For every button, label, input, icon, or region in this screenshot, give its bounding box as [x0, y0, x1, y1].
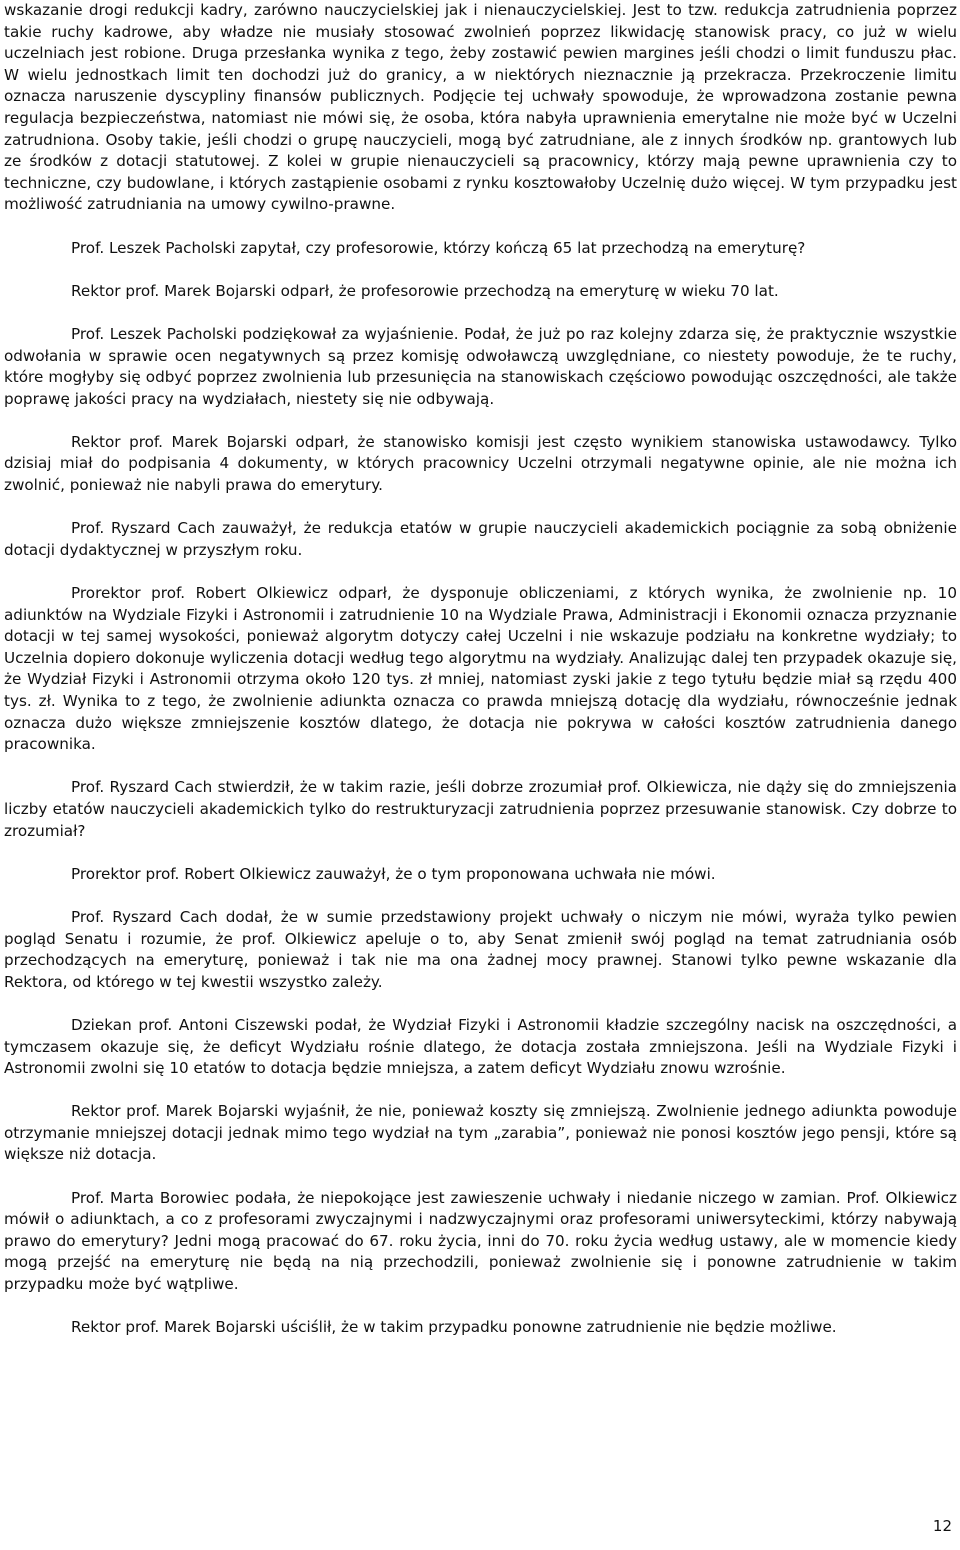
paragraph: Prof. Ryszard Cach dodał, że w sumie przedstawiony projekt uchwały o niczym nie mówi, wyraża tylko pewien pogląd Senatu i rozumie, że prof. Olkiewicz apeluje o to, aby Senat zmienił swój pogląd na temat zatrudniania osób przechodzących na emeryturę, ponieważ i tak nie ma ona żadnej mocy prawnej. Stanowi tylko pewne wskazanie dla Rektora, od którego w tej kwestii wszystko zależy. — [4, 907, 957, 991]
paragraph: Rektor prof. Marek Bojarski odparł, że stanowisko komisji jest często wynikiem stanowiska ustawodawcy. Tylko dzisiaj miał do podpisania 4 dokumenty, w których pracownicy Uczelni otrzymali negatywne opinie, ale nie można ich zwolnić, ponieważ nie nabyli prawa do emerytury. — [4, 432, 957, 495]
paragraph: Prof. Leszek Pacholski zapytał, czy profesorowie, którzy kończą 65 lat przechodzą na emeryturę? — [71, 238, 806, 257]
paragraph: Prof. Leszek Pacholski podziękował za wyjaśnienie. Podał, że już po raz kolejny zdarza się, że praktycznie wszystkie odwołania w sprawie ocen negatywnych są przez komisję odwoławczą uwzględniane, co niestety powoduje, że te ruchy, które mogłyby się odbyć poprzez zwolnienia lub przesunięcia na stanowiskach częściowo powodując oszczędności, ale także poprawę jakości pracy na wydziałach, niestety się nie odbywają. — [4, 324, 957, 408]
paragraph: Rektor prof. Marek Bojarski odparł, że profesorowie przechodzą na emeryturę w wieku 70 lat. — [71, 281, 779, 300]
paragraph: Prorektor prof. Robert Olkiewicz zauważył, że o tym proponowana uchwała nie mówi. — [71, 864, 716, 883]
paragraph: Rektor prof. Marek Bojarski wyjaśnił, że nie, ponieważ koszty się zmniejszą. Zwolnienie jednego adiunkta powoduje otrzymanie mniejszej dotacji jednak mimo tego wydział na tym „zarabia”, ponieważ nie ponosi kosztów jego pensji, które są większe niż dotacja. — [4, 1102, 957, 1164]
paragraph: Prof. Ryszard Cach stwierdził, że w takim razie, jeśli dobrze zrozumiał prof. Olkiewicza, nie dąży się do zmniejszenia liczby etatów nauczycieli akademickich tylko do restrukturyzacji zatrudnienia poprzez przesuwanie stanowisk. Czy dobrze to zrozumiał? — [4, 778, 957, 840]
page-number: 12 — [932, 1517, 952, 1535]
paragraph: wskazanie drogi redukcji kadry, zarówno nauczycielskiej jak i nienauczycielskiej. Jest to tzw. redukcja zatrudnienia poprzez takie ruchy kadrowe, aby władze nie musiały stosować zwolnień poprzez likwidację stanowisk pracy, co już w wielu uczelniach jest robione. Druga przesłanka wynika z tego, żeby zostawić pewien margines jeśli chodzi o limit funduszu płac. W wielu jednostkach limit ten dochodzi już do granicy, a w niektórych nieznacznie ją przekracza. Przekroczenie limitu oznacza naruszenie dyscypliny finansów publicznych. Podjęcie tej uchwały spowoduje, że wprowadzona zostanie pewna regulacja bezpieczeństwa, natomiast nie mówi się, że osoba, która nabyła uprawnienia emerytalne nie może być w Uczelni zatrudniona. Osoby takie, jeśli chodzi o grupę nauczycieli, mogą być zatrudniane, ale z innych środków np. grantowych lub ze środków z dotacji statutowej. Z kolei w grupie nienauczycieli są pracownicy, którzy mają pewne uprawnienia czy to techniczne, czy budowlane, i których zastąpienie osobami z rynku kosztowałoby Uczelnię dużo więcej. W tym przypadku jest możliwość zatrudniania na umowy cywilno-prawne. — [4, 1, 957, 214]
paragraph: Prof. Marta Borowiec podała, że niepokojące jest zawieszenie uchwały i niedanie niczego w zamian. Prof. Olkiewicz mówił o adiunktach, a co z profesorami zwyczajnymi i nadzwyczajnymi oraz profesorami uniwersyteckimi, którzy nabywają prawo do emerytury? Jedni mogą pracować do 67. roku życia, inni do 70. roku życia według ustawy, ale w momencie kiedy mogą przejść na emeryturę nie będą na nią przechodzili, ponieważ zwolnienie się i ponowne zatrudnienie w takim przypadku może być wątpliwe. — [4, 1188, 957, 1294]
paragraph: Prof. Ryszard Cach zauważył, że redukcja etatów w grupie nauczycieli akademickich pociągnie za sobą obniżenie dotacji dydaktycznej w przyszłym roku. — [4, 519, 957, 559]
document-page — [4, 0, 957, 1339]
paragraph: Prorektor prof. Robert Olkiewicz odparł, że dysponuje obliczeniami, z których wynika, że zwolnienie np. 10 adiunktów na Wydziale Fizyki i Astronomii i zatrudnienie 10 na Wydziale Prawa, Administracji i Ekonomii oznacza przyznanie dotacji w tej samej wysokości, ponieważ algorytm dotyczy całej Uczelni i nie wskazuje podziału na konkretne wydziały; to Uczelnia dopiero dokonuje wyliczenia dotacji według tego algorytmu na wydziały. Analizując dalej ten przypadek okazuje się, że Wydział Fizyki i Astronomii otrzyma około 120 tys. zł mniej, natomiast zyski jakie z tego tytułu będzie miał są rzędu 400 tys. zł. Wynika to z tego, że zwolnienie adiunkta oznacza co prawda mniejszą dotację dla wydziału, równocześnie jednak oznacza dużo większe zmniejszenie kosztów dlatego, że dotacja nie pokrywa w całości kosztów zatrudnienia danego pracownika. — [4, 584, 957, 754]
paragraph: Dziekan prof. Antoni Ciszewski podał, że Wydział Fizyki i Astronomii kładzie szczególny nacisk na oszczędności, a tymczasem okazuje się, że deficyt Wydziału rośnie dlatego, że dotacja została zmniejszona. Jeśli na Wydziale Fizyki i Astronomii zwolni się 10 etatów to dotacja będzie mniejsza, a zatem deficyt Wydziału znowu wzrośnie. — [4, 1015, 957, 1078]
paragraph: Rektor prof. Marek Bojarski uściślił, że w takim przypadku ponowne zatrudnienie nie będzie możliwe. — [71, 1318, 837, 1337]
